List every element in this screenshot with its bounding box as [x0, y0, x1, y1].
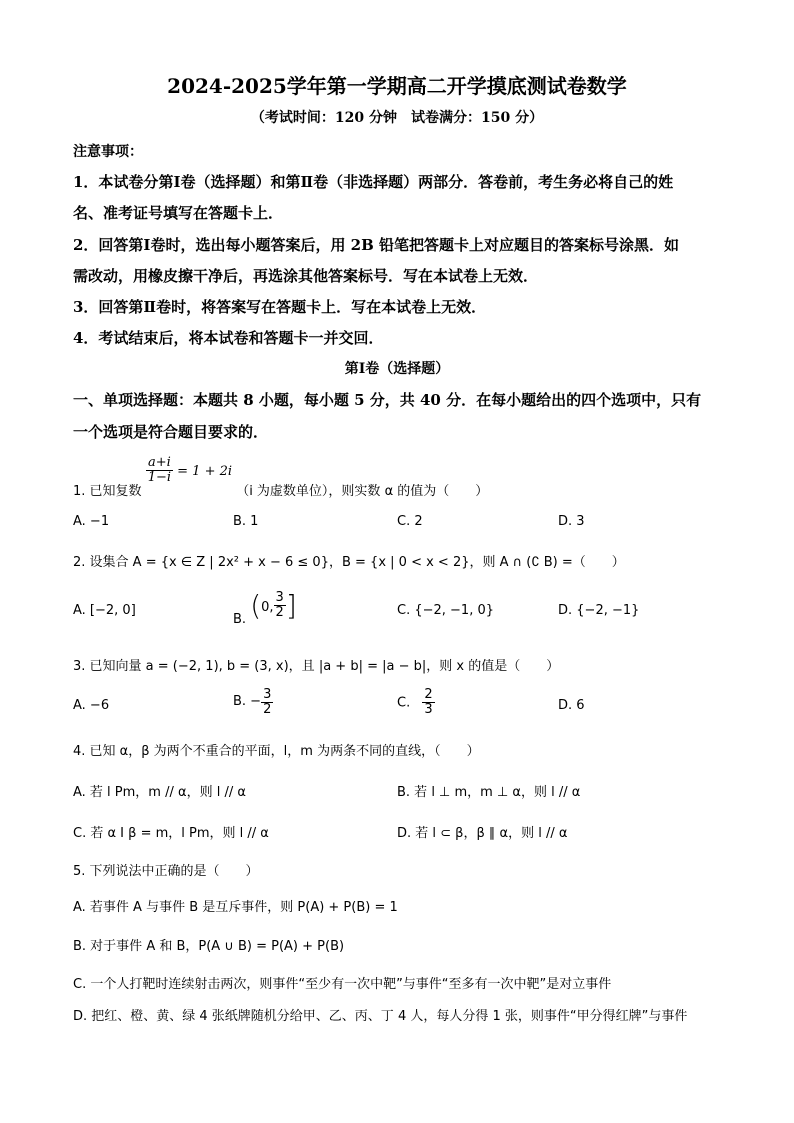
q2-bracket-open: (: [250, 589, 262, 622]
section-intro-line-1: 一、单项选择题：本题共 8 小题，每小题 5 分，共 40 分．在每小题给出的四个选项中，只有: [73, 391, 702, 409]
note-1-line-1: 1．本试卷分第Ⅰ卷（选择题）和第Ⅱ卷（非选择题）两部分．答卷前，考生务必将自己的姓: [73, 173, 674, 191]
q2-option-d: D. {−2, −1}: [558, 603, 640, 618]
q5-option-a: A. 若事件 A 与事件 B 是互斥事件，则 P(A) + P(B) = 1: [73, 900, 398, 915]
question-4: 4. 已知 α，β 为两个不重合的平面，l，m 为两条不同的直线，（ ）: [73, 744, 480, 759]
q5-option-d: D. 把红、橙、黄、绿 4 张纸牌随机分给甲、乙、丙、丁 4 人，每人分得 1 张，则事件“甲分得红牌”与事件: [73, 1009, 688, 1024]
q2-option-b-pre: 0,: [261, 600, 274, 615]
q4-option-c: C. 若 α I β = m，l Pm，则 l // α: [73, 826, 269, 841]
section-title: 第Ⅰ卷（选择题）: [344, 361, 450, 377]
q2-option-b-den: 2: [275, 605, 284, 620]
exam-info: （考试时间：120 分钟 试卷满分：150 分）: [250, 110, 544, 126]
q3-option-b: [233, 688, 273, 718]
q4-option-a: A. 若 l Pm，m // α，则 l // α: [73, 785, 246, 800]
q5-option-b: B. 对于事件 A 和 B，P(A ∪ B) = P(A) + P(B): [73, 939, 345, 954]
q1-option-c: C. 2: [397, 514, 423, 529]
question-2: 2. 设集合 A = {x ∈ Z | 2x² + x − 6 ≤ 0}，B = {x | 0 < x < 2}，则 A ∩ (∁ B) =（ ）: [73, 555, 625, 570]
q1-fraction-numerator: a+i: [146, 456, 173, 471]
q3-option-d: D. 6: [558, 698, 585, 713]
q3-option-c: [397, 688, 435, 718]
q5-option-c: C. 一个人打靶时连续射击两次，则事件“至少有一次中靶”与事件“至多有一次中靶”是对立事件: [73, 977, 612, 992]
q2-option-b: [233, 589, 297, 627]
q2-option-b-label: B.: [233, 612, 247, 627]
q1-option-b: B. 1: [233, 514, 259, 529]
note-2-line-2: 需改动，用橡皮擦干净后，再选涂其他答案标号．写在本试卷上无效．: [73, 267, 539, 285]
q3-option-b-label: B. −: [233, 694, 262, 710]
question-1: [73, 456, 488, 499]
q1-suffix: （i 为虚数单位），则实数 α 的值为（ ）: [236, 484, 489, 499]
q2-bracket-close: ]: [285, 589, 297, 622]
page-title: 2024-2025学年第一学期高二开学摸底测试卷数学: [167, 74, 627, 98]
q4-option-d: D. 若 l ⊂ β，β ∥ α，则 l // α: [397, 826, 568, 841]
q1-fraction-denominator: 1−i: [147, 470, 172, 486]
note-1-line-2: 名、准考证号填写在答题卡上．: [73, 204, 284, 222]
q3-option-b-den: 2: [263, 702, 272, 718]
notes-heading: 注意事项：: [73, 144, 143, 160]
q3-option-b-fraction: [261, 688, 273, 718]
q3-option-c-num: 2: [424, 687, 433, 702]
note-3: 3．回答第Ⅱ卷时，将答案写在答题卡上．写在本试卷上无效．: [73, 298, 487, 316]
q1-fraction: [146, 456, 173, 486]
q2-option-c: C. {−2, −1, 0}: [397, 603, 495, 618]
q1-option-d: D. 3: [558, 514, 585, 529]
q2-option-a: A. [−2, 0]: [73, 603, 136, 618]
note-4: 4．考试结束后，将本试卷和答题卡一并交回．: [73, 329, 384, 347]
q1-rhs: = 1 + 2i: [177, 464, 233, 479]
q1-prefix: 1. 已知复数: [73, 484, 142, 499]
q3-option-c-den: 3: [424, 702, 433, 718]
q1-option-a: A. −1: [73, 514, 110, 529]
q3-option-c-fraction: [422, 688, 434, 718]
section-intro-line-2: 一个选项是符合题目要求的．: [73, 423, 269, 441]
q2-option-b-fraction: [274, 591, 286, 621]
q3-option-c-label: C.: [397, 695, 411, 711]
q4-option-b: B. 若 l ⊥ m，m ⊥ α，则 l // α: [397, 785, 581, 800]
q3-option-a: A. −6: [73, 698, 110, 713]
note-2-line-1: 2．回答第Ⅰ卷时，选出每小题答案后，用 2B 铅笔把答题卡上对应题目的答案标号涂黑．如: [73, 236, 680, 254]
q3-option-b-num: 3: [263, 687, 272, 702]
question-5: 5. 下列说法中正确的是（ ）: [73, 864, 259, 879]
q2-option-b-num: 3: [275, 589, 284, 605]
question-3: 3. 已知向量 a = (−2, 1), b = (3, x)，且 |a + b| = |a − b|，则 x 的值是（ ）: [73, 659, 560, 674]
